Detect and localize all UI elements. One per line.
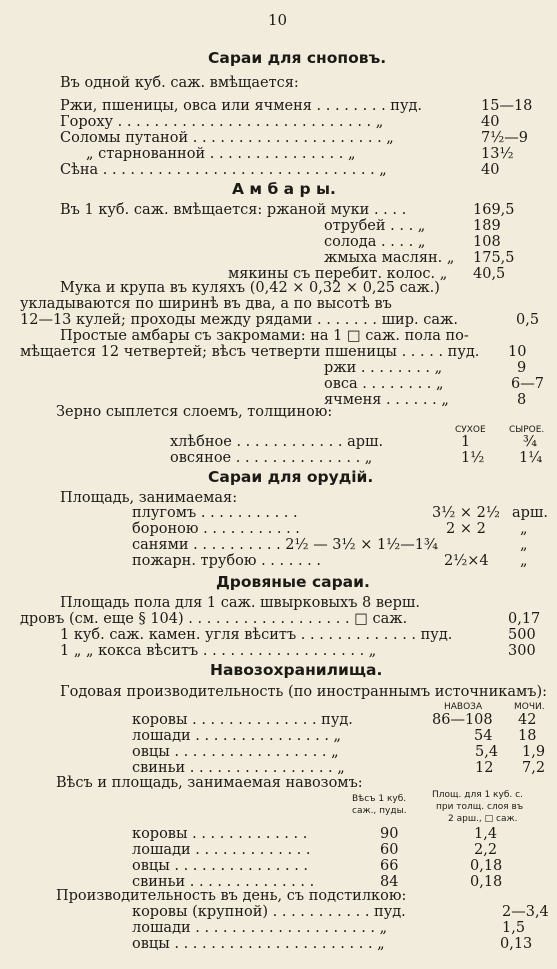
table-row: санями . . . . . . . . . . 2½ — 3½ × 1½—1¾	[132, 537, 439, 553]
table-row: „ старнованной . . . . . . . . . . . . . . . „	[86, 146, 356, 162]
table-row: отрубей . . . „	[324, 218, 426, 234]
table-value: 0,13	[500, 936, 533, 952]
table-row: овса . . . . . . . . „	[324, 376, 444, 392]
table-value: 108	[473, 234, 501, 250]
table-row: овцы . . . . . . . . . . . . . . . . . . . . . . „	[132, 936, 385, 952]
table-value: 40,5	[473, 266, 506, 282]
table-value: 3½ × 2½	[432, 505, 500, 521]
table-value: ¾	[523, 434, 538, 450]
paragraph-line: Площадь пола для 1 саж. швырковыхъ 8 верш.	[60, 595, 420, 611]
table-row: ржи . . . . . . . . „	[324, 360, 443, 376]
paragraph-line: Мука и крупа въ куляхъ (0,42 × 0,32 × 0,25 саж.)	[60, 280, 440, 296]
table-row: Ржи, пшеницы, овса или ячменя . . . . . . . . пуд.	[60, 98, 423, 114]
table-row: ячменя . . . . . . „	[324, 392, 449, 408]
table-value: 42	[518, 712, 537, 728]
table-value: 175,5	[473, 250, 515, 266]
table-value: 60	[380, 842, 399, 858]
table-unit: „	[520, 537, 528, 553]
paragraph-line: 12—13 кулей; проходы между рядами . . . . . . . шир. саж.	[20, 312, 458, 328]
table-value: 1¼	[519, 450, 543, 466]
paragraph-line: 1 куб. саж. камен. угля вѣситъ . . . . . . . . . . . . . пуд.	[60, 627, 453, 643]
table-value: 0,18	[470, 874, 503, 890]
column-header: НАВОЗА	[444, 702, 483, 712]
paragraph-line: 1 „ „ кокса вѣситъ . . . . . . . . . . . . . . . . . . „	[60, 643, 377, 659]
paragraph-line: Годовая производительность (по иностраннымъ источникамъ):	[60, 684, 548, 700]
paragraph-line: мѣщается 12 четвертей; вѣсъ четверти пшеницы . . . . . пуд.	[20, 344, 480, 360]
table-value: 8	[517, 392, 527, 408]
paragraph-line: дровъ (см. еще § 104) . . . . . . . . . . . . . . . . . . □ саж.	[20, 611, 408, 627]
table-value: 7,2	[522, 760, 546, 776]
table-row: коровы . . . . . . . . . . . . .	[132, 826, 308, 842]
table-value: 2½×4	[444, 553, 489, 569]
table-row: коровы (крупной) . . . . . . . . . . . пуд.	[132, 904, 406, 920]
column-header: СУХОЕ	[455, 425, 486, 435]
table-row: пожарн. трубою . . . . . . .	[132, 553, 321, 569]
table-row: лошади . . . . . . . . . . . . .	[132, 842, 311, 858]
table-value: 1½	[461, 450, 485, 466]
paragraph-value: 300	[508, 643, 536, 659]
table-row: бороною . . . . . . . . . . .	[132, 521, 300, 537]
table-row: Соломы путаной . . . . . . . . . . . . . . . . . . . . . „	[60, 130, 394, 146]
table-row: Въ 1 куб. саж. вмѣщается: ржаной муки . . . .	[60, 202, 407, 218]
table-value: 12	[475, 760, 494, 776]
paragraph-value: 0,17	[508, 611, 541, 627]
table-row: Гороху . . . . . . . . . . . . . . . . . . . . . . . . . . . . „	[60, 114, 384, 130]
paragraph-line: Зерно сыплется слоемъ, толщиною:	[56, 404, 333, 420]
table-row: солода . . . . „	[324, 234, 426, 250]
table-value: 6—7	[511, 376, 544, 392]
table-value: 66	[380, 858, 399, 874]
paragraph-value: 10	[508, 344, 527, 360]
table-value: 90	[380, 826, 399, 842]
table-value: 1	[461, 434, 471, 450]
table-row: свиньи . . . . . . . . . . . . . . . . „	[132, 760, 345, 776]
column-header: МОЧИ.	[514, 702, 545, 712]
table-value: 0,18	[470, 858, 503, 874]
table-value: 2,2	[474, 842, 498, 858]
table-row: свиньи . . . . . . . . . . . . . .	[132, 874, 315, 890]
table-value: 54	[474, 728, 493, 744]
table-row: лошади . . . . . . . . . . . . . . . „	[132, 728, 342, 744]
section-title-sheaf-sheds: Сараи для сноповъ.	[208, 49, 387, 67]
table-value: 1,9	[522, 744, 546, 760]
column-header: 2 арш., □ саж.	[448, 814, 518, 824]
table-row: мякины съ перебит. колос. „	[228, 266, 448, 282]
paragraph-line: Простые амбары съ закромами: на 1 □ саж. пола по-	[60, 328, 469, 344]
table-value: 18	[518, 728, 537, 744]
table-row: лошади . . . . . . . . . . . . . . . . . . . . „	[132, 920, 388, 936]
table-value: 2 × 2	[446, 521, 486, 537]
column-header: Вѣсъ 1 куб.	[352, 794, 407, 804]
paragraph-value: 500	[508, 627, 536, 643]
table-value: 1,4	[474, 826, 498, 842]
table-row: овцы . . . . . . . . . . . . . . . . . „	[132, 744, 339, 760]
paragraph-line: Вѣсъ и площадь, занимаемая навозомъ:	[56, 775, 363, 791]
table-value: 9	[517, 360, 527, 376]
table-unit: „	[520, 521, 528, 537]
table-value: 189	[473, 218, 501, 234]
section-title-firewood-sheds: Дровяные сараи.	[216, 573, 370, 591]
table-value: 1,5	[502, 920, 526, 936]
section-title-tool-sheds: Сараи для орудій.	[208, 468, 374, 486]
table-value: 169,5	[473, 202, 515, 218]
paragraph-line: Производительность въ день, съ подстилкою:	[56, 888, 407, 904]
table-value: 40	[481, 162, 500, 178]
table-row: плугомъ . . . . . . . . . . .	[132, 505, 298, 521]
paragraph-value: 0,5	[516, 312, 540, 328]
table-row: коровы . . . . . . . . . . . . . . пуд.	[132, 712, 353, 728]
table-row: овсяное . . . . . . . . . . . . . . „	[170, 450, 373, 466]
table-unit: арш.	[512, 505, 549, 521]
column-header: СЫРОЕ.	[509, 425, 545, 435]
table-value: 84	[380, 874, 399, 890]
section-title-granaries: А м б а р ы.	[232, 180, 336, 198]
page-number: 10	[268, 11, 288, 29]
table-row: овцы . . . . . . . . . . . . . . .	[132, 858, 309, 874]
table-value: 86—108	[432, 712, 493, 728]
table-value: 13½	[481, 146, 514, 162]
table-value: 15—18	[481, 98, 533, 114]
table-row: хлѣбное . . . . . . . . . . . . арш.	[170, 434, 384, 450]
table-value: 5,4	[475, 744, 499, 760]
table-value: 7½—9	[481, 130, 529, 146]
column-header: Площ. для 1 куб. с.	[432, 790, 523, 800]
table-value: 2—3,4	[502, 904, 549, 920]
table-row: Сѣна . . . . . . . . . . . . . . . . . . . . . . . . . . . . . . „	[60, 162, 387, 178]
section-intro: Площадь, занимаемая:	[60, 490, 238, 506]
section-title-manure-storage: Навозохранилища.	[210, 661, 383, 679]
column-header: саж., пуды.	[352, 806, 407, 816]
table-row: жмыха маслян. „	[324, 250, 455, 266]
column-header: при толщ. слоя въ	[436, 802, 524, 812]
section-intro: Въ одной куб. саж. вмѣщается:	[60, 75, 299, 91]
paragraph-line: укладываются по ширинѣ въ два, а по высотѣ въ	[20, 296, 392, 312]
table-value: 40	[481, 114, 500, 130]
table-unit: „	[520, 553, 528, 569]
